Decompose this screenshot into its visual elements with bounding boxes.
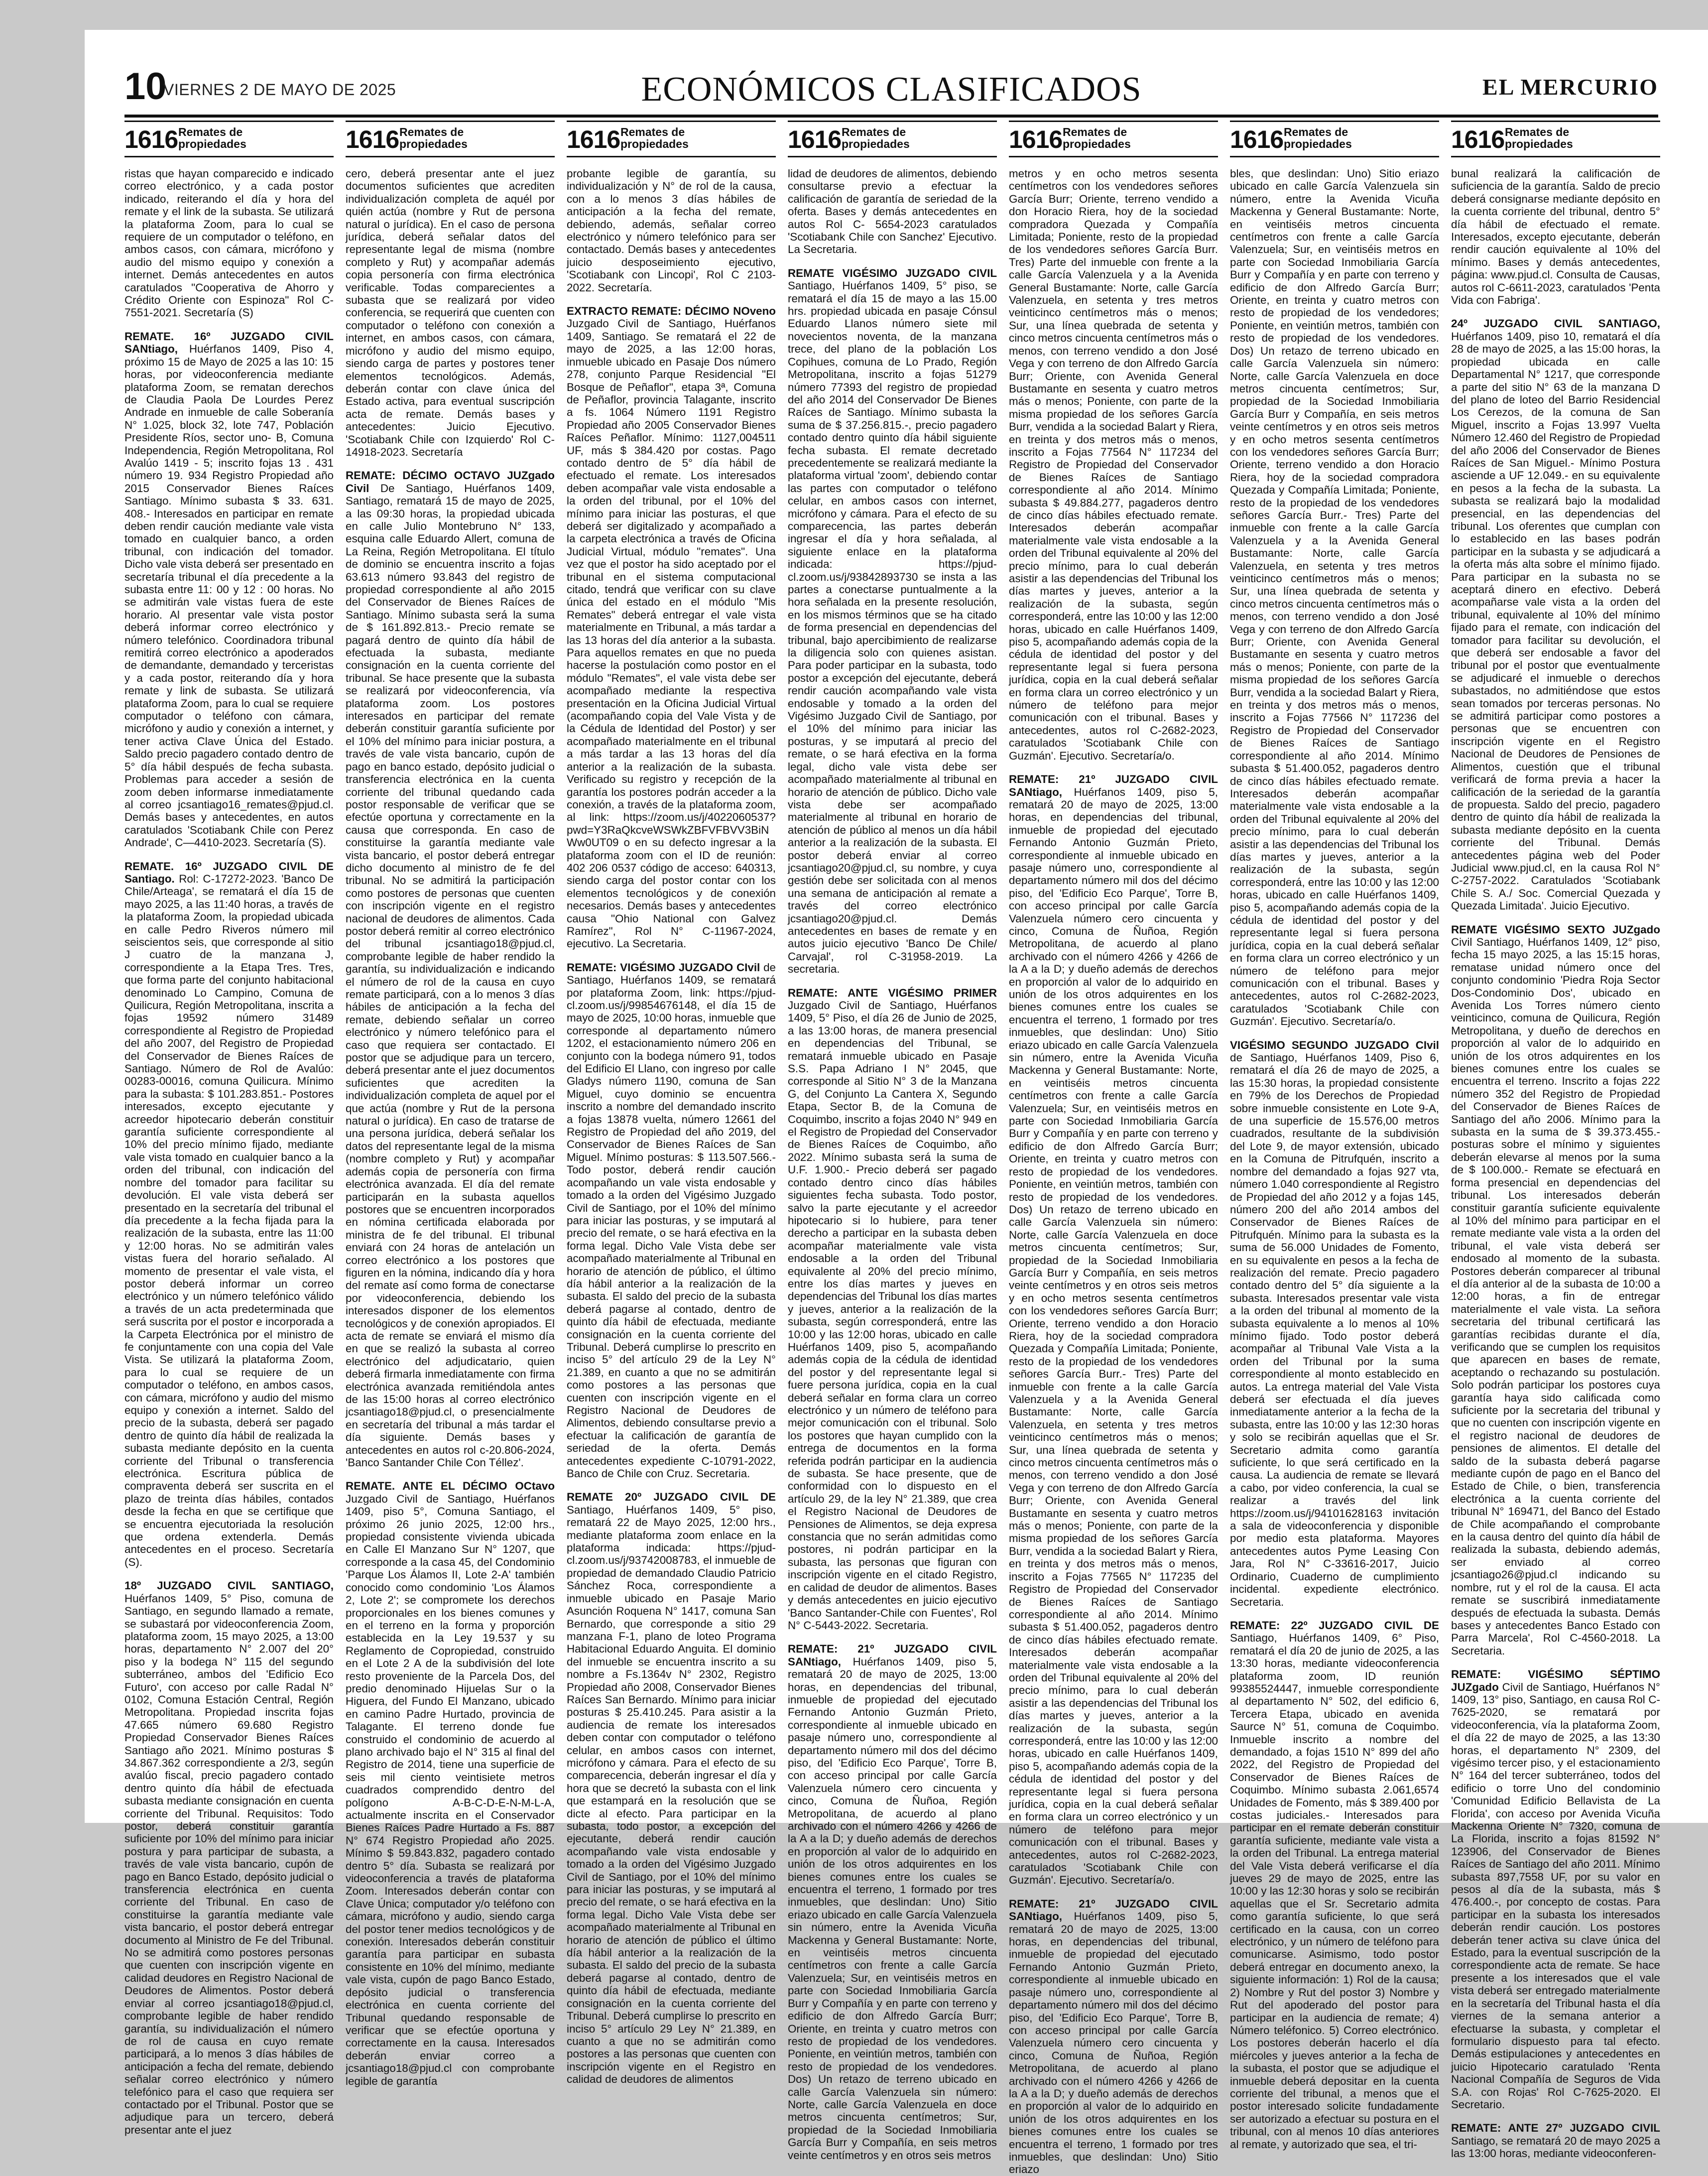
ad-heading: REMATE: VIGÉSIMO SÉPTIMO JUZgado <box>1451 1668 1660 1693</box>
classified-ad <box>124 167 334 319</box>
newspaper-page <box>85 30 1708 2176</box>
ad-heading: REMATE VIGÉSIMO JUZGADO CIVIL <box>788 266 997 279</box>
ad-heading: EXTRACTO REMATE: DÉCIMO NOveno <box>567 305 776 318</box>
classified-ad <box>788 167 997 256</box>
classified-ad <box>1451 167 1660 306</box>
classified-ad <box>1451 923 1660 1658</box>
ad-heading: REMATE VIGÉSIMO SEXTO JUZgado <box>1451 923 1660 936</box>
ad-heading: REMATE: VIGÉSIMO JUZGADO CIvil <box>567 961 760 974</box>
column-4 <box>788 121 997 2162</box>
section-number: 1616 <box>1009 126 1063 153</box>
column-section-header <box>1451 121 1660 157</box>
classified-ad <box>124 330 334 849</box>
classified-ad <box>1230 167 1439 1028</box>
classified-ad <box>1451 317 1660 912</box>
section-number: 1616 <box>788 126 842 153</box>
classified-ad <box>1009 1898 1218 2176</box>
classified-ad <box>124 860 334 1569</box>
ad-heading: REMATE: 21º JUZGADO CIVIL SANtiago, <box>1009 773 1218 798</box>
ad-heading: REMATE: DÉCIMO OCTAVO JUZgado Civil <box>346 469 555 495</box>
ad-body: ristas que hayan comparecido e indicado correo electrónico, y a cada postor indicado, reiterando el día y hora del remate y el link de la subasta. Se utilizará la plataforma Zoom, para lo cual se requiere de un computador o teléfono, en ambos casos, con cámara, micrófono y audio del mismo equipo y conexión a internet. Demás antecedentes en autos caratulados "Cooperativa de Ahorro y Crédito Oriente con Espinoza" Rol C-7551-2021. Secretaría (S) <box>124 167 334 319</box>
ad-body: de Santiago, Huérfanos 1409, se rematará por plataforma Zoom, link: https://pjud-cl.zoom.us/j/99854676148, el día 15 de mayo de 2025, 10:00 horas, inmueble que corresponde al departamento número 1202, el estacionamiento número 206 en conjunto con la bodega número 91, todos del Edificio El Llano, con ingreso por calle Gladys número 1190, comuna de San Miguel, cuyo dominio se encuentra inscrito a nombre del demandado inscrito a fojas 13878 vuelta, número 12661 del Registro de Propiedad del año 2019, del Conservador de Bienes Raíces de San Miguel. Mínimo posturas: $ 113.507.566.- Todo postor, deberá rendir caución acompañando un vale vista endosable y tomado a la orden del Vigésimo Juzgado Civil de Santiago, por el 10% del mínimo para iniciar las posturas, y se imputará al precio del remate, o se hará efectiva en la forma legal. Dicho Vale Vista debe ser acompañado materialmente al Tribunal en horario de atención de público, el último día hábil anterior a la realización de la subasta. El saldo del precio de la subasta deberá pagarse al contado, dentro de quinto día hábil de efectuada, mediante consignación en la cuenta corriente del Tribunal. Deberá cumplirse lo prescrito en inciso 5° del artículo 29 de la Ley N° 21.389, en cuanto a que no se admitirán como postores a las personas que cuenten con inscripción vigente en el Registro Nacional de Deudores de Alimentos, debiendo consultarse previo a efectuar la calificación de garantía de seriedad de la oferta. Demás antecedentes expediente C-10791-2022, Banco de Chile con Cruz. Secretaria. <box>567 961 776 1480</box>
section-number: 1616 <box>346 126 399 153</box>
newspaper-logo: EL MERCURIO <box>1482 74 1658 100</box>
column-text <box>788 167 997 2162</box>
column-1 <box>124 121 334 2136</box>
ad-heading: VIGÉSIMO SEGUNDO JUZGADO CIvil <box>1230 1038 1439 1051</box>
ad-body: de Santiago, Huérfanos 1409, Piso 6, rematará el día 26 de mayo de 2025, a las 15:30 horas, la propiedad consistente en 79% de los Derechos de Propiedad sobre inmueble consistente en Lote 9-A, de una superficie de 15.576,00 metros cuadrados, resultante de la subdivisión del Lote 9, de mayor extensión, ubicado en la Comuna de Pitrufquén, inscrito a nombre del demandado a fojas 927 vta, número 1.040 correspondiente al Registro de Propiedad del año 2012 y a fojas 145, número 200 del año 2014 ambos del Conservador de Bienes Raíces de Pitrufquén. Mínimo para la subasta es la suma de 56.000 Unidades de Fomento, en su equivalente en pesos a la fecha de realización del remate. Precio pagadero contado dentro del 5° día siguiente a la subasta. Interesados presentar vale vista a la orden del tribunal al momento de la subasta equivalente a lo menos al 10% mínimo fijado. Todo postor deberá acompañar al Tribunal Vale Vista a la orden del Tribunal por la suma correspondiente al monto establecido en autos. La entrega material del Vale Vista deberá ser efectuada el día jueves inmediatamente anterior a la fecha de la subasta, entre las 10:00 y las 12:30 horas y solo se recibirán aquellas que el Sr. Secretario admita como garantía suficiente, lo que será certificado en la causa. La audiencia de remate se llevará a cabo, por video conferencia, la cual se realizar a través del link https://zoom.us/j/94101628163 invitación a sala de videoconferencia y disponible por medio esta plataforma. Mayores antecedentes autos Pyme Leasing Con Jara, Rol N° C-33616-2017, Juicio Ordinario, Cuaderno de cumplimiento incidental. expediente electrónico. Secretaria. <box>1230 1051 1439 1608</box>
section-number: 1616 <box>1451 126 1505 153</box>
column-3 <box>567 121 776 2086</box>
ad-body: Rol: C-17272-2023. 'Banco De Chile/Arteaga', se rematará el día 15 de mayo 2025, a las 11:40 horas, a través de la plataforma Zoom, la propiedad ubicada en calle Pedro Riveros número mil seiscientos seis, que corresponde al sitio J cuatro de la manzana J, correspondiente a la Etapa Tres. Tres, que forma parte del conjunto habitacional denominado Lo Campino, Comuna de Quilicura, Región Metropolitana, inscrita a fojas 19592 número 31489 correspondiente al Registro de Propiedad del año 2007, del Registro de Propiedad del Conservador de Bienes Raíces de Santiago. Número de Rol de Avalúo: 00283-00016, comuna Quilicura. Mínimo para la subasta: $ 101.283.851.- Postores interesados, excepto ejecutante y acreedor hipotecario deberán constituir garantía suficiente correspondiente al 10% del precio mínimo fijado, mediante vale vista tomado en cualquier banco a la orden del tribunal, con indicación del nombre del tomador para facilitar su devolución. El vale vista deberá ser presentado en la secretaría del tribunal el día precedente a la fecha fijada para la realización de la subasta, entre las 11:00 y 12:00 horas. No se admitirán vales vistas fuera del horario señalado. Al momento de presentar el vale vista, el postor deberá informar un correo electrónico y un número telefónico válido a través de un acta predeterminada que será suscrita por el postor e incorporada a la Carpeta Electrónica por el ministro de fe conjuntamente con una copia del Vale Vista. Se utilizará la plataforma Zoom, para lo cual se requiere de un computador o teléfono, en ambos casos, con cámara, micrófono y audio del mismo equipo y conexión a internet. Saldo del precio de la subasta, deberá ser pagado dentro de quinto día hábil de realizada la subasta mediante depósito en la cuenta corriente del Tribunal o transferencia electrónica. Escritura pública de compraventa deberá ser suscrita en el plazo de treinta días hábiles, contados desde la fecha en que se certifique que se encuentra ejecutoriada la resolución que ordena extenderla. Demás antecedentes en el proceso. Secretaría (S). <box>124 872 334 1568</box>
ad-heading: REMATE: 21º JUZGADO CIVIL SANtiago, <box>1009 1897 1218 1923</box>
ad-body: Huérfanos 1409, Piso 4, próximo 15 de Mayo de 2025 a las 10: 15 horas, por videoconferencia mediante plataforma Zoom, se rematan derechos de Claudia Paola De Lourdes Perez Andrade en inmueble de calle Soberanía N° 1.025, block 32, lote 747, Población Presidente Ríos, sector uno- B, Comuna Independencia, Región Metropolitana, Rol Avalúo 1419 - 5; inscrito fojas 13 . 431 número 19. 934 Registro Propiedad año 2015 Conservador Bienes Raíces Santiago. Mínimo subasta $ 33. 631. 408.- Interesados en participar en remate deben rendir caución mediante vale vista tomado en cualquier banco, a orden tribunal, con indicación del tomador. Dicho vale vista deberá ser presentado en secretaría tribunal el día precedente a la subasta entre 11: 00 y 12 : 00 horas. No se admitirán vale vistas fuera de este horario. Al presentar vale vista postor deberá informar correo electrónico y número telefónico. Coordinadora tribunal remitirá correo electrónico a apoderados de demandante, demandado y terceristas y a cada postor, reiterando día y hora remate y link de subasta. Se utilizará plataforma Zoom, para lo cual se requiere computador o teléfono con cámara, micrófono y audio y conexión a internet, y tener activa Clave Única del Estado. Saldo precio pagadero contado dentro de 5° día hábil después de fecha subasta. Problemas para acceder a sesión de zoom deben informarse inmediatamente al correo jcsantiago16_remates@pjud.cl. Demás bases y antecedentes, en autos caratulados 'Scotiabank Chile con Perez Andrade', C—4410-2023. Secretaría (S). <box>124 343 334 849</box>
classified-ad <box>1009 167 1218 762</box>
column-text <box>1230 167 1439 2151</box>
ad-body: metros y en ocho metros sesenta centímetros con los vendedores señores García Burr; Oriente, terreno vendido a don Horacio Riera, hoy de la sociedad compradora Quezada y Compañía Limitada; Poniente, resto de la propiedad de los vendedores señores García Burr. Tres) Parte del inmueble con frente a la calle García Valenzuela y a la Avenida General Bustamante: Norte, calle García Valenzuela, en setenta y tres metros veinticinco centímetros más o menos; Sur, una línea quebrada de setenta y cinco metros cincuenta centímetros más o menos, con terreno vendido a don José Vega y con terreno de don Alfredo García Burr; Oriente, con Avenida General Bustamante en sesenta y cuatro metros más o menos; Poniente, con parte de la misma propiedad de los señores García Burr, vendida a la sociedad Balart y Riera, en treinta y dos metros más o menos, inscrito a Fojas 77564 N° 117234 del Registro de Propiedad del Conservador de Bienes Raíces de Santiago correspondiente al año 2014. Mínimo subasta $ 49.884.277, pagaderos dentro de cinco días hábiles efectuado remate. Interesados deberán acompañar materialmente vale vista endosable a la orden del Tribunal equivalente al 20% del precio mínimo, para lo cual deberán asistir a las dependencias del Tribunal los días martes y jueves, anterior a la realización de la subasta, según corresponderá, entre las 10:00 y las 12:00 horas, ubicado en calle Huérfanos 1409, piso 5, acompañando además copia de la cédula de identidad del postor y del representante legal si fuera persona jurídica, copia en la cual deberá señalar en forma clara un correo electrónico y un número de teléfono para mejor comunicación con el tribunal. Bases y antecedentes, autos rol C-2682-2023, caratulados 'Scotiabank Chile con Guzmán'. Ejecutivo. Secretaría/o. <box>1009 167 1218 762</box>
classified-ad <box>567 961 776 1480</box>
section-number: 1616 <box>1230 126 1284 153</box>
ad-body: probante legible de garantía, su individualización y N° de rol de la causa, con a lo menos 3 días hábiles de anticipación a la fecha del remate, debiendo, además, señalar correo electrónico y número telefónico para ser contactado. Demás bases y antecedentes juicio desposeimiento ejecutivo, 'Scotiabank con Lincopi', Rol C 2103-2022. Secretaría. <box>567 167 776 294</box>
issue-date: VIERNES 2 DE MAYO DE 2025 <box>163 81 396 99</box>
column-text <box>346 167 555 2087</box>
classified-ad <box>346 469 555 1469</box>
ad-heading: 24º JUZGADO CIVIL SANTIAGO, <box>1451 317 1660 330</box>
ad-body: Santiago, Huérfanos 1409, 5° piso, rematará 22 de Mayo 2025, 12:00 hrs., mediante plataforma zoom enlace en la plataforma indicada: https://pjud-cl.zoom.us/j/93742008783, el inmueble de propiedad de demandado Claudio Patricio Sánchez Roca, correspondiente a inmueble ubicado en Pasaje Mario Asunción Roquena N° 1417, comuna San Bernardo, que corresponde a sitio 29 manzana F-1, plano de loteo Programa Habitacional Eduardo Anguita. El dominio del inmueble se encuentra inscrito a su nombre a Fs.1364v N° 2302, Registro Propiedad año 2008, Conservador Bienes Raíces San Bernardo. Mínimo para iniciar posturas $ 25.410.245. Para asistir a la audiencia de remate los interesados deben contar con computador o teléfono celular, en ambos casos con internet, micrófono y cámara. Para el efecto de su comparecencia, deberán ingresar el día y hora que se decretó la subasta con el link que estampará en la resolución que se dicte al efecto. Para participar en la subasta, todo postor, a excepción del ejecutante, deberá rendir caución acompañando vale vista endosable y tomado a la orden del Vigésimo Juzgado Civil de Santiago, por el 10% del mínimo para iniciar las posturas, y se imputará al precio del remate, o se hará efectiva en la forma legal. Dicho Vale Vista debe ser acompañado materialmente al Tribunal en horario de atención de público el último día hábil anterior a la realización de la subasta. El saldo del precio de la subasta deberá pagarse al contado, dentro de quinto día hábil de efectuada, mediante consignación en la cuenta corriente del Tribunal. Deberá cumplirse lo prescrito en inciso 5° artículo 29 Ley N° 21.389, en cuanto a que no se admitirán como postores a las personas que cuenten con inscripción vigente en el Registro en calidad de deudores de alimentos <box>567 1503 776 2086</box>
classified-ad <box>1230 1619 1439 2151</box>
classified-ad <box>346 1480 555 2087</box>
section-label: Remates de propiedades <box>178 126 246 150</box>
ad-heading: REMATE. ANTE EL DÉCIMO OCtavo <box>346 1480 555 1493</box>
column-text <box>1451 167 1660 2160</box>
ad-body: cero, deberá presentar ante el juez documentos suficientes que acrediten individualización completa de aquél por quién actúa (nombre y Rut de persona natural o jurídica). En el caso de persona jurídica, deberá señalar datos del representante legal de misma (nombre completo y Rut) y acompañar además copia personería con firma electrónica verificable. Todas comparecientes a subasta que se realizará por video conferencia, se requerirá que cuenten con computador o teléfono con conexión a internet, en ambos casos, con cámara, micrófono y audio del mismo equipo, siendo carga de partes y postores tener elementos tecnológicos. Además, deberán contar con clave única del Estado activa, para eventual suscripción acta de remate. Demás bases y antecedentes: Juicio Ejecutivo. 'Scotiabank Chile con Izquierdo' Rol C-14918-2023. Secretaría <box>346 167 555 458</box>
classified-ad <box>1009 773 1218 1887</box>
section-label: Remates de propiedades <box>1063 126 1131 150</box>
column-6 <box>1230 121 1439 2151</box>
classified-ad <box>567 305 776 950</box>
ad-heading: 18º JUZGADO CIVIL SANTIAGO, <box>124 1579 334 1592</box>
classified-ad <box>1451 1668 1660 2111</box>
ad-body: Huérfanos 1409, 5° Piso, comuna de Santiago, en segundo llamado a remate, se subastará por videoconferencia Zoom, plataforma zoom, 15 mayo 2025, a 13:00 horas, departamento N° 2.007 del 20° piso y la bodega N° 115 del segundo subterráneo, ambos del 'Edificio Eco Futuro', con acceso por calle Radal N° 0102, Comuna Estación Central, Región Metropolitana. Propiedad inscrita fojas 47.665 número 69.680 Registro Propiedad Conservador Bienes Raíces Santiago año 2021. Mínimo posturas $ 34.867.362 correspondiente a 2/3, según avalúo fiscal, precio pagadero contado dentro quinto día hábil de efectuada subasta mediante consignación en cuenta corriente del Tribunal. Requisitos: Todo postor, deberá constituir garantía suficiente por 10% del mínimo para iniciar postura y para participar de subasta, a través de vale vista bancario, cupón de pago en Banco Estado, depósito judicial o transferencia electrónica en cuenta corriente del Tribunal. En caso de constituirse la garantía mediante vale vista bancario, el postor deberá entregar documento al Ministro de Fe del Tribunal. No se admitirá como postores personas que cuenten con inscripción vigente en calidad deudores en Registro Nacional de Deudores de Alimentos. Postor deberá enviar al correo jcsantiago18@pjud.cl, comprobante legible de haber rendido garantía, su individualización el número de rol de causa en cuyo remate participará, a lo menos 3 días hábiles de anticipación a fecha del remate, debiendo señalar correo electrónico y número telefónico para el caso que requiera ser contactado por el Tribunal. Postor que se adjudique para un tercero, deberá presentar ante el juez <box>124 1592 334 2136</box>
section-label: Remates de propiedades <box>1505 126 1573 150</box>
ad-body: Huérfanos 1409, piso 5, rematará 20 de mayo de 2025, 13:00 horas, en dependencias del tribunal, inmueble de propiedad del ejecutado Fernando Antonio Guzmán Prieto, correspondiente al inmueble ubicado en pasaje número uno, correspondiente al departamento número mil dos del décimo piso, del 'Edificio Eco Parque', Torre B, con acceso principal por calle García Valenzuela número cero cincuenta y cinco, Comuna de Ñuñoa, Región Metropolitana, de acuerdo al plano archivado con el número 4266 y 4266 de la A a la D; y dueño además de derechos en proporción al valor de lo adquirido en unión de los otros adquirentes en los bienes comunes entre los cuales se encuentra el terreno, 1 formado por tres inmuebles, que deslindan: Uno) Sitio eriazo ubicado en calle García Valenzuela sin número, entre la Avenida Vicuña Mackenna y General Bustamante: Norte, en veintiséis metros cincuenta centímetros con frente a calle García Valenzuela; Sur, en veintiséis metros en parte con Sociedad Inmobiliaria García Burr y Compañía y en parte con terreno y edificio de don Alfredo García Burr; Oriente, en treinta y cuatro metros con resto de propiedad de los vendedores. Poniente, en veintiún metros, también con resto de propiedad de los vendedores. Dos) Un retazo de terreno ubicado en calle García Valenzuela sin número: Norte, calle García Valenzuela en doce metros cincuenta centímetros; Sur, propiedad de la Sociedad Inmobiliaria García Burr y Compañía, en seis metros veinte centímetros y en otros seis metros <box>788 1655 997 2162</box>
classified-ad <box>567 1491 776 2085</box>
ad-body: Huérfanos 1409, piso 10, rematará el día 28 de mayo de 2025, a las 15:00 horas, la propiedad ubicada en calle Departamental N° 1217, que corresponde a parte del sitio N° 63 de la manzana D del plano de loteo del Barrio Residencial Los Cerezos, de la comuna de San Miguel, inscrito a Fojas 13.997 Vuelta Número 12.460 del Registro de Propiedad del año 2006 del Conservador de Bienes Raíces de San Miguel.- Mínimo Postura asciende a UF 12.049.- en su equivalente en pesos a la fecha de la subasta. La subasta se realizará bajo la modalidad presencial, en las dependencias del tribunal. Los oferentes que cumplan con lo establecido en las bases podrán participar en la subasta y se adjudicará a la oferta más alta sobre el mínimo fijado. Para participar en la subasta no se aceptará dinero en efectivo. Deberá acompañarse vale vista a la orden del tribunal, equivalente al 10% del mínimo fijado para el remate, con indicación del tomador para facilitar su devolución, el que deberá ser endosable a favor del tribunal por el postor que eventualmente se adjudicaré el inmueble o derechos subastados, no admitiéndose que estos sean tomados por terceras personas. No se admitirá participar como postores a personas que se encuentren con inscripción vigente en el Registro Nacional de Deudores de Pensiones de Alimentos, cuestión que el tribunal verificará de forma previa a hacer la calificación de la seriedad de la garantía de propuesta. Saldo del precio, pagadero dentro de quinto día hábil de realizada la subasta mediante depósito en la cuenta corriente del Tribunal. Demás antecedentes página web del Poder Judicial www.pjud.cl, en la causa Rol N° C-2757-2022. Caratulados 'Scotiabank Chile S. A./ Soc. Comercial Quezada y Quezada Limitada'. Juicio Ejecutivo. <box>1451 330 1660 912</box>
ad-heading: REMATE 20º JUZGADO CIVIL DE <box>567 1491 776 1504</box>
ad-heading: REMATE: ANTE VIGÉSIMO PRIMER <box>788 986 997 999</box>
column-section-header <box>346 121 555 157</box>
ad-heading: REMATE: 22º JUZGADO CIVIL DE <box>1230 1619 1439 1632</box>
ad-heading: REMATE. 16º JUZGADO CIVIL SANtiago, <box>124 330 334 356</box>
ad-body: Juzgado Civil de Santiago, Huérfanos 1409, 5° Piso, el día 26 de Junio de 2025, a las 13:00 horas, de manera presencial en dependencias del Tribunal, se rematará inmueble ubicado en Pasaje S.S. Papa Adriano I N° 2045, que corresponde al Sitio N° 3 de la Manzana G, del Conjunto La Cantera X, Segundo Etapa, Sector B, de la Comuna de Coquimbo, inscrito a fojas 2040 N° 949 en el Registro de Propiedad del Conservador de Bienes Raíces de Coquimbo, año 2022. Mínimo subasta será la suma de U.F. 1.900.- Precio deberá ser pagado contado dentro cinco días hábiles siguientes fecha subasta. Todo postor, salvo la parte ejecutante y el acreedor hipotecario si lo hubiere, para tener derecho a participar en la subasta deben acompañar materialmente vale vista endosable a la orden del Tribunal equivalente al 20% del precio mínimo, entre los días martes y jueves en dependencias del Tribunal los días martes y jueves, anterior a la realización de la subasta, según corresponderá, entre las 10:00 y las 12:00 horas, ubicado en calle Huérfanos 1409, piso 5, acompañando además copia de la cédula de identidad del postor y del representante legal si fuere persona jurídica, copia en la cual deberá señalar en forma clara un correo electrónico y un número de teléfono para mejor comunicación con el tribunal. Solo los postores que hayan cumplido con la entrega de documentos en la forma referida podrán participar en la audiencia de subasta. Se hace presente, que de conformidad con lo dispuesto en el artículo 29, de la ley N° 21.389, que crea el Registro Nacional de Deudores de Pensiones de Alimentos, se deja expresa constancia que no serán admitidas como postores, ni podrán participar en la subasta, las personas que figuran con inscripción vigente en el citado Registro, en calidad de deudor de alimentos. Bases y demás antecedentes en juicio ejecutivo 'Banco Santander-Chile con Fuentes', Rol N° C-5443-2022. Secretaria. <box>788 999 997 1632</box>
column-2 <box>346 121 555 2087</box>
ad-body: Juzgado Civil de Santiago, Huérfanos 1409, Santiago. Se rematará el 22 de mayo de 2025, a las 12:00 horas, inmueble ubicado en Pasaje Dos número 278, conjunto Parque Residencial "El Bosque de Peñaflor", etapa 3ª, Comuna de Peñaflor, provincia Talagante, inscrito a fs. 1064 Número 1191 Registro Propiedad año 2005 Conservador Bienes Raíces Peñaflor. Mínimo: 1127,004511 UF, más $ 384.420 por costas. Pago contado dentro de 5° día hábil de efectuado el remate. Los interesados deben acompañar vale vista endosable a la orden del tribunal, por el 10% del mínimo para iniciar las posturas, el que deberá ser digitalizado y acompañado a la carpeta electrónica a través de Oficina Judicial Virtual, módulo "remates". Una vez que el postor ha sido aceptado por el tribunal en el sistema computacional citado, tendrá que verificar con su clave única del estado en el módulo "Mis Remates" deberá entregar el vale vista materialmente en Tribunal, a más tardar a las 13 horas del día anterior a la subasta. Para aquellos remates en que no pueda hacerse la postulación como postor en el módulo "Remates", el vale vista debe ser acompañado mediante la respectiva presentación en la Oficina Judicial Virtual (acompañando copia del Vale Vista y de la Cédula de Identidad del Postor) y ser acompañado materialmente en el tribunal a más tardar a las 13 horas del día anterior a la realización de la subasta. Verificado su registro y recepción de la garantía los postores podrán acceder a la conexión, a través de la plataforma zoom, al link: https://zoom.us/j/4022060537?pwd=Y3RaQkcvеWSWkZBFVFBVV3BiNWw0UT09 o en su defecto ingresar a la plataforma zoom con el ID de reunión: 402 206 0537 código de acceso: 640313, siendo carga del postor contar con los elementos tecnológicos y de conexión necesarios. Demás bases y antecedentes causa "Ohio National con Galvez Ramírez", Rol N° C-11967-2024, ejecutivo. La Secretaria. <box>567 317 776 950</box>
column-section-header <box>124 121 334 157</box>
section-title: ECONÓMICOS CLASIFICADOS <box>641 70 1142 109</box>
classified-ad <box>567 167 776 294</box>
column-section-header <box>788 121 997 157</box>
classified-ad <box>1451 2122 1660 2160</box>
ad-body: bunal realizará la calificación de suficiencia de la garantía. Saldo de precio deberá consignarse mediante depósito en la cuenta corriente del tribunal, dentro 5° día hábil de efectuado el remate. Interesados, excepto ejecutante, deberán rendir caución equivalente al 10% del mínimo. Bases y demás antecedentes, página: www.pjud.cl. Consulta de Causas, autos rol C-6611-2023, caratulados 'Penta Vida con Fabriga'. <box>1451 167 1660 307</box>
section-number: 1616 <box>567 126 620 153</box>
ad-body: lidad de deudores de alimentos, debiendo consultarse previo a efectuar la calificación de garantía de seriedad de la oferta. Bases y demás antecedentes en autos Rol C- 5654-2023 caratulados 'Scotiabank Chile con Sanchez' Ejecutivo. La Secretaria. <box>788 167 997 256</box>
column-section-header <box>1230 121 1439 157</box>
section-label: Remates de propiedades <box>1284 126 1352 150</box>
classified-ad <box>124 1579 334 2136</box>
ad-body: Civil Santiago, Huérfanos 1409, 12° piso, fecha 15 mayo 2025, a las 15:15 horas, rematase unidad número once del conjunto condominio 'Piedra Roja Sector Dos-Condominio Dos', ubicado en Avenida Los Torres número ciento veinticinco, comuna de Quilicura, Región Metropolitana, y dueño de derechos en proporción al valor de lo adquirido en unión de los otros adquirentes en los bienes comunes entre los cuales se encuentra el terreno. Inscrito a fojas 222 número 352 del Registro de Propiedad del Conservador de Bienes Raíces de Santiago del año 2006. Mínimo para la subasta en la suma de $ 39.373.455.- posturas sobre el mínimo y siguientes deberán elevarse al menos por la suma de $ 100.000.- Remate se efectuará en forma presencial en dependencias del tribunal. Los interesados deberán constituir garantía suficiente equivalente al 10% del mínimo para participar en el remate mediante vale vista a la orden del tribunal, el vale vista deberá ser endosado al momento de la subasta. Postores deberán comparecer al tribunal el día anterior al de la subasta de 10:00 a 12:00 horas, a fin de entregar materialmente el vale vista. La señora secretaria del tribunal certificará las garantías recibidas durante el día, verificando que se cumplen los requisitos que aparecen en bases de remate, aceptando o rechazando su postulación. Solo podrán participar los postores cuya garantía haya sido calificada como suficiente por la secretaria del tribunal y que no cuenten con inscripción vigente en el registro nacional de deudores de pensiones de alimentos. El detalle del saldo de la subasta deberá pagarse mediante cupón de pago en el Banco del Estado de Chile, o bien, transferencia electrónica a la cuenta corriente del tribunal N° 169471, del Banco del Estado de Chile acompañando el comprobante en la causa dentro del quinto día hábil de realizada la subasta, debiendo además, ser enviado al correo jcsantiago26@pjud.cl indicando su nombre, rut y el rol de la causa. El acta remate se suscribirá inmediatamente después de efectuada la subasta. Demás bases y antecedentes Banco Estado con Parra Marcela', Rol C-4560-2018. La Secretaria. <box>1451 935 1660 1657</box>
column-text <box>124 167 334 2136</box>
section-label: Remates de propiedades <box>842 126 910 150</box>
ad-body: Huérfanos 1409, piso 5, rematará 20 de mayo de 2025, 13:00 horas, en dependencias del tribunal, inmueble de propiedad del ejecutado Fernando Antonio Guzmán Prieto, correspondiente al inmueble ubicado en pasaje número uno, correspondiente al departamento número mil dos del décimo piso, del 'Edificio Eco Parque', Torre B, con acceso principal por calle García Valenzuela número cero cincuenta y cinco, Comuna de Ñuñoa, Región Metropolitana, de acuerdo al plano archivado con el número 4266 y 4266 de la A a la D; y dueño además de derechos en proporción al valor de lo adquirido en unión de los otros adquirentes en los bienes comunes entre los cuales se encuentra el terreno, 1 formado por tres inmuebles, que deslindan: Uno) Sitio eriazo <box>1009 1910 1218 2176</box>
ad-body: De Santiago, Huérfanos 1409, Santiago, rematará 15 de mayo de 2025, a las 09:30 horas, la propiedad ubicada en calle Julio Montebruno N° 133, esquina calle Eduardo Allert, comuna de La Reina, Región Metropolitana. El título de dominio se encuentra inscrito a fojas 63.613 número 93.843 del registro de propiedad correspondiente al año 2015 del Conservador de Bienes Raíces de Santiago. Mínimo subasta será la suma de $ 161.892.813.- Precio remate se pagará dentro de quinto día hábil de efectuada la subasta, mediante consignación en la cuenta corriente del tribunal. Se hace presente que la subasta se realizará por videoconferencia, vía plataforma zoom. Los postores interesados en participar del remate deberán constituir garantía suficiente por el 10% del mínimo para iniciar postura, a través de vale vista bancario, cupón de pago en banco estado, depósito judicial o transferencia electrónica en la cuenta corriente del tribunal quedando cada postor responsable de verificar que se efectúe oportuna y correctamente en la causa que corresponda. En caso de constituirse la garantía mediante vale vista bancario, el postor deberá entregar dicho documento al ministro de fe del tribunal. No se admitirá la participación como postores de personas que cuenten con inscripción vigente en el registro nacional de deudores de alimentos. Cada postor deberá remitir al correo electrónico del tribunal jcsantiago18@pjud.cl, comprobante legible de haber rendido la garantía, su individualización e indicando el número de rol de la causa en cuyo remate participará, con a lo menos 3 días hábiles de anticipación a la fecha del remate, debiendo señalar un correo electrónico y número telefónico para el caso que requiera ser contactado. El postor que se adjudique para un tercero, deberá presentar ante el juez documentos suficientes que acrediten la individualización completa de aquel por el que actúa (nombre y Rut de la persona natural o jurídica). En caso de tratarse de una persona jurídica, deberá señalar los datos del representante legal de la misma (nombre completo y Rut) y acompañar además copia de personería con firma electrónica avanzada. El día del remate participarán en la subasta aquellos postores que se encuentren incorporados en nómina certificada elaborada por ministra de fe del tribunal. El tribunal enviará con 24 horas de antelación un correo electrónico a los postores que figuren en la nómina, indicando día y hora del remate así como forma de conectarse por videoconferencia, debiendo los interesados disponer de los elementos tecnológicos y de conexión apropiados. El acta de remate se enviará el mismo día en que se realizó la subasta al correo electrónico del adjudicatario, quien deberá firmarla inmediatamente con firma electrónica avanzada remitiéndola antes de las 15:00 horas al correo electrónico jcsantiago18@pjud.cl, o presencialmente en secretaría del tribunal a más tardar el día siguiente. Demás bases y antecedentes en autos rol c-20.806-2024, 'Banco Santander Chile Con Téllez'. <box>346 482 555 1469</box>
page-header <box>124 65 1658 118</box>
ad-heading: REMATE: ANTE 27º JUZGADO CIVIL <box>1451 2122 1660 2135</box>
page-number: 10 <box>124 65 167 108</box>
column-text <box>567 167 776 2086</box>
section-label: Remates de propiedades <box>399 126 468 150</box>
ad-body: Santiago, se rematará 20 de mayo 2025 a las 13:00 horas, mediante videoconferen- <box>1451 2134 1660 2160</box>
classified-ad <box>346 167 555 458</box>
classified-ad <box>788 987 997 1632</box>
classified-ad <box>788 267 997 976</box>
ad-heading: REMATE. 16º JUZGADO CIVIL DE Santiago. <box>124 860 334 885</box>
column-section-header <box>567 121 776 157</box>
ad-body: Juzgado Civil de Santiago, Huérfanos 1409, piso 5°, Comuna Santiago, el próximo 26 junio 2025, 12:00 hrs., propiedad consistente vivienda ubicada en Calle El Manzano Sur N° 1207, que corresponde a la casa 45, del Condominio 'Parque Los Álamos II, Lote 2-A' también conocido como condominio 'Los Álamos 2, Lote 2'; se compromete los derechos proporcionales en los bienes comunes y en el terreno en la forma y proporción establecida en la Ley 19.537 y su Reglamento de Copropiedad, construido en el Lote 2 A de la subdivisión del lote resto proveniente de la Parcela Dos, del predio denominado Hijuelas Sur o la Higuera, del Fundo El Manzano, ubicado en camino Padre Hurtado, provincia de Talagante. El terreno donde fue construido el condominio de acuerdo al plano archivado bajo el N° 315 al final del Registro de 2014, tiene una superficie de seis mil ciento veintisiete metros cuadrados comprendido dentro del polígono A-B-C-D-E-N-M-L-A, actualmente inscrita en el Conservador Bienes Raíces Padre Hurtado a Fs. 887 N° 674 Registro Propiedad año 2025. Mínimo $ 59.843.832, pagadero contado dentro 5° día. Subasta se realizará por videoconferencia a través de plataforma Zoom. Interesados deberán contar con Clave Única; computador y/o teléfono con cámara, micrófono y audio, siendo carga del postor tener medios tecnológicos y de conexión. Interesados deberán constituir garantía para participar en subasta consistente en 10% del mínimo, mediante vale vista, cupón de pago Banco Estado, depósito judicial o transferencia electrónica en cuenta corriente del Tribunal quedando responsable de verificar que se efectúe oportuna y correctamente en la causa. Interesados deberán enviar correo a jcsantiago18@pjud.cl con comprobante legible de garantía <box>346 1492 555 2087</box>
section-number: 1616 <box>124 126 178 153</box>
column-5 <box>1009 121 1218 2176</box>
column-section-header <box>1009 121 1218 157</box>
column-text <box>1009 167 1218 2176</box>
ad-body: Civil de Santiago, Huérfanos N° 1409, 13° piso, Santiago, en causa Rol C-7625-2020, se rematará por videoconferencia, vía la plataforma Zoom, el día 22 de mayo de 2025, a las 13:30 horas, el departamento N° 2309, del vigésimo tercer piso, y el estacionamiento N° 164 del tercer subterráneo, todos del edificio o torre Uno del condominio 'Comunidad Edificio Bellavista de La Florida', con acceso por Avenida Vicuña Mackenna Oriente N° 7320, comuna de La Florida, inscrito a fojas 81592 N° 123906, del Conservador de Bienes Raíces de Santiago del año 2011. Mínimo subasta 897,7558 UF, por su valor en pesos al día de la subasta, más $ 476.400.-, por concepto de costas. Para participar en la subasta los interesados deberán rendir caución. Los postores deberán tener activa su clave única del Estado, para la eventual suscripción de la correspondiente acta de remate. Se hace presente a los interesados que el vale vista deberá ser entregado materialmente en la secretaría del Tribunal hasta el día viernes de la semana anterior a efectuarse la subasta, y completar el formulario dispuesto para tal efecto. Demás estipulaciones y antecedentes en juicio Hipotecario caratulado 'Renta Nacional Compañía de Seguros de Vida S.A. con Rojas' Rol C-7625-2020. El Secretario. <box>1451 1680 1660 2111</box>
ad-heading: REMATE: 21º JUZGADO CIVIL SANtiago, <box>788 1643 997 1668</box>
column-7 <box>1451 121 1660 2160</box>
ad-body: Huérfanos 1409, piso 5, rematará 20 de mayo de 2025, 13:00 horas, en dependencias del tribunal, inmueble de propiedad del ejecutado Fernando Antonio Guzmán Prieto, correspondiente al inmueble ubicado en pasaje número uno, correspondiente al departamento número mil dos del décimo piso, del 'Edificio Eco Parque', Torre B, con acceso principal por calle García Valenzuela número cero cincuenta y cinco, Comuna de Ñuñoa, Región Metropolitana, de acuerdo al plano archivado con el número 4266 y 4266 de la A a la D; y dueño además de derechos en proporción al valor de lo adquirido en unión de los otros adquirentes en los bienes comunes entre los cuales se encuentra el terreno, 1 formado por tres inmuebles, que deslindan: Uno) Sitio eriazo ubicado en calle García Valenzuela sin número, entre la Avenida Vicuña Mackenna y General Bustamante: Norte, en veintiséis metros cincuenta centímetros con frente a calle García Valenzuela; Sur, en veintiséis metros en parte con Sociedad Inmobiliaria García Burr y Compañía y en parte con terreno y edificio de don Alfredo García Burr; Oriente, en treinta y cuatro metros con resto de propiedad de los vendedores. Poniente, en veintiún metros, también con resto de propiedad de los vendedores. Dos) Un retazo de terreno ubicado en calle García Valenzuela sin número: Norte, calle García Valenzuela en doce metros cincuenta centímetros; Sur, propiedad de la Sociedad Inmobiliaria García Burr y Compañía, en seis metros veinte centímetros y en otros seis metros y en ocho metros sesenta centímetros con los vendedores señores García Burr; Oriente, terreno vendido a don Horacio Riera, hoy de la sociedad compradora Quezada y Compañía Limitada; Poniente, resto de la propiedad de los vendedores señores García Burr.- Tres) Parte del inmueble con frente a la calle García Valenzuela y a la Avenida General Bustamante: Norte, calle García Valenzuela, en setenta y tres metros veinticinco centímetros más o menos; Sur, una línea quebrada de setenta y cinco metros cincuenta centímetros más o menos, con terreno vendido a don José Vega y con terreno de don Alfredo García Burr; Oriente, con Avenida General Bustamante en sesenta y cuatro metros más o menos; Poniente, con parte de la misma propiedad de los señores García Burr, vendida a la sociedad Balart y Riera, en treinta y dos metros más o menos, inscrito a Fojas 77565 N° 117235 del Registro de Propiedad del Conservador de Bienes Raíces de Santiago correspondiente al año 2014. Mínimo subasta $ 51.400.052, pagaderos dentro de cinco días hábiles efectuado remate. Interesados deberán acompañar materialmente vale vista endosable a la orden del Tribunal equivalente al 20% del precio mínimo, para lo cual deberán asistir a las dependencias del Tribunal los días martes y jueves, anterior a la realización de la subasta, según corresponderá, entre las 10:00 y las 12:00 horas, ubicado en calle Huérfanos 1409, piso 5, acompañando además copia de la cédula de identidad del postor y del representante legal si fuera persona jurídica, copia en la cual deberá señalar en forma clara un correo electrónico y un número de teléfono para mejor comunicación con el tribunal. Bases y antecedentes, autos rol C-2682-2023, caratulados 'Scotiabank Chile con Guzmán'. Ejecutivo. Secretaría/o. <box>1009 785 1218 1887</box>
classified-columns <box>124 121 1660 2176</box>
classified-ad <box>788 1643 997 2162</box>
section-label: Remates de propiedades <box>620 126 689 150</box>
ad-body: Santiago, Huérfanos 1409, 6° Piso, rematará el día 20 de junio de 2025, a las 13:30 horas, mediante videoconferencia plataforma zoom, ID reunión 99385524447, inmueble correspondiente al departamento N° 502, del edificio 6, Tercera Etapa, ubicado en avenida Saurce N° 51, comuna de Coquimbo. Inmueble inscrito a nombre del demandado, a fojas 1510 N° 899 del año 2022, del Registro de Propiedad del Conservador de Bienes Raíces de Coquimbo. Mínimo subasta 2.061,6574 Unidades de Fomento, más $ 389.400 por costas judiciales.- Interesados para participar en el remate deberán constituir garantía suficiente, mediante vale vista a la orden del Tribunal. La entrega material del Vale Vista deberá verificarse el día jueves 29 de mayo de 2025, entre las 10:00 y las 12:30 horas y solo se recibirán aquellas que el Sr. Secretario admita como garantía suficiente, lo que será certificado en la causa, con un correo electrónico, y un número de teléfono para comunicarse. Asimismo, todo postor deberá entregar en documento anexo, la siguiente información: 1) Rol de la causa; 2) Nombre y Rut del postor 3) Nombre y Rut del apoderado del postor para participar en la audiencia de remate; 4) Número teléfonico. 5) Correo electrónico. Los postores deberán hacerlo el día miércoles y jueves anterior a la fecha de la subasta, el postor que se adjudique el inmueble deberá depositar en la cuenta corriente del tribunal, a menos que el postor interesado solicite fundadamente ser autorizado a efectuar su postura en el tribunal, con al menos 10 días anteriores al remate, y autorizado que sea, el tri- <box>1230 1632 1439 2151</box>
classified-ad <box>1230 1039 1439 1608</box>
ad-body: bles, que deslindan: Uno) Sitio eriazo ubicado en calle García Valenzuela sin número, entre la Avenida Vicuña Mackenna y General Bustamante: Norte, en veintiséis metros cincuenta centímetros con frente a calle García Valenzuela; Sur, en veintiséis metros en parte con Sociedad Inmobiliaria García Burr y Compañía y en parte con terreno y edificio de don Alfredo García Burr; Oriente, en treinta y cuatro metros con resto de propiedad de los vendedores; Poniente, en veintiún metros, también con resto de propiedad de los vendedores. Dos) Un retazo de terreno ubicado en calle García Valenzuela sin número: Norte, calle García Valenzuela en doce metros cincuenta centímetros; Sur, propiedad de la Sociedad Inmobiliaria García Burr y Compañía, en seis metros veinte centímetros y en otros seis metros y en ocho metros sesenta centímetros con los vendedores señores García Burr; Oriente, terreno vendido a don Horacio Riera, hoy de la sociedad compradora Quezada y Compañía Limitada; Poniente, resto de la propiedad de los vendedores señores García Burr.- Tres) Parte del inmueble con frente a la calle García Valenzuela y a la Avenida General Bustamante: Norte, calle García Valenzuela, en setenta y tres metros veinticinco centímetros más o menos; Sur, una línea quebrada de setenta y cinco metros cincuenta centímetros más o menos, con terreno vendido a don José Vega y con terreno de don Alfredo García Burr; Oriente, con Avenida General Bustamante en sesenta y cuatro metros más o menos; Poniente, con parte de la misma propiedad de los señores García Burr, vendida a la sociedad Balart y Riera, en treinta y dos metros más o menos, inscrito a Fojas 77566 N° 117236 del Registro de Propiedad del Conservador de Bienes Raíces de Santiago correspondiente al año 2014. Mínimo subasta $ 51.400.052, pagaderos dentro de cinco días hábiles efectuado remate. Interesados deberán acompañar materialmente vale vista endosable a la orden del Tribunal equivalente al 20% del precio mínimo, para lo cual deberán asistir a las dependencias del Tribunal los días martes y jueves, anterior a la realización de la subasta, según corresponderá, entre las 10:00 y las 12:00 horas, ubicado en calle Huérfanos 1409, piso 5, acompañando además copia de la cédula de identidad del postor y del representante legal si fuera persona jurídica, copia en la cual deberá señalar en forma clara un correo electrónico y un número de teléfono para mejor comunicación con el tribunal. Bases y antecedentes, autos rol C-2682-2023, caratulados 'Scotiabank Chile con Guzmán'. Ejecutivo. Secretaría/o. <box>1230 167 1439 1028</box>
ad-body: Santiago, Huérfanos 1409, 5° piso, se rematará el día 15 de mayo a las 15.00 hrs. propiedad ubicada en pasaje Cónsul Eduardo Llanos número siete mil novecientos noventa, de la manzana trece, del plano de la población Los Copihues, comuna de Lo Prado, Región Metropolitana, inscrito a fojas 51279 número 77393 del registro de propiedad del año 2014 del Conservador De Bienes Raíces de Santiago. Mínimo subasta la suma de $ 37.256.815.-, precio pagadero contado dentro quinto día hábil siguiente fecha subasta. El remate decretado precedentemente se realizará mediante la plataforma virtual 'zoom', debiendo contar las partes con computador o teléfono celular, en ambos casos con internet, micrófono y cámara. Para el efecto de su comparecencia, las partes deberán ingresar el día y hora señalada, al siguiente enlace en la plataforma indicada: https://pjud-cl.zoom.us/j/93842893730 se insta a las partes a conectarse puntualmente a la hora señalada en la presente resolución, en los mismos términos que se ha citado de forma presencial en dependencias del tribunal, bajo apercibimiento de realizarse la diligencia solo con quienes asistan. Para poder participar en la subasta, todo postor a excepción del ejecutante, deberá rendir caución acompañando vale vista endosable y tomado a la orden del Vigésimo Juzgado Civil de Santiago, por el 10% del mínimo para iniciar las posturas, y se imputará al precio del remate, o se hará efectiva en la forma legal, dicho vale vista debe ser acompañado materialmente al tribunal en horario de atención de público. Dicho vale vista debe ser acompañado materialmente al tribunal en horario de atención de público al menos un día hábil anterior a la realización de la subasta. El postor deberá enviar al correo jcsantiago20@pjud.cl, su nombre, y cuya gestión debe ser solicitada con al menos una semana de anticipación al remate a través del correo electrónico jcsantiago20@pjud.cl. Demás antecedentes en bases de remate y en autos juicio ejecutivo 'Banco De Chile/ Carvajal', rol C-31958-2019. La secretaria. <box>788 279 997 976</box>
